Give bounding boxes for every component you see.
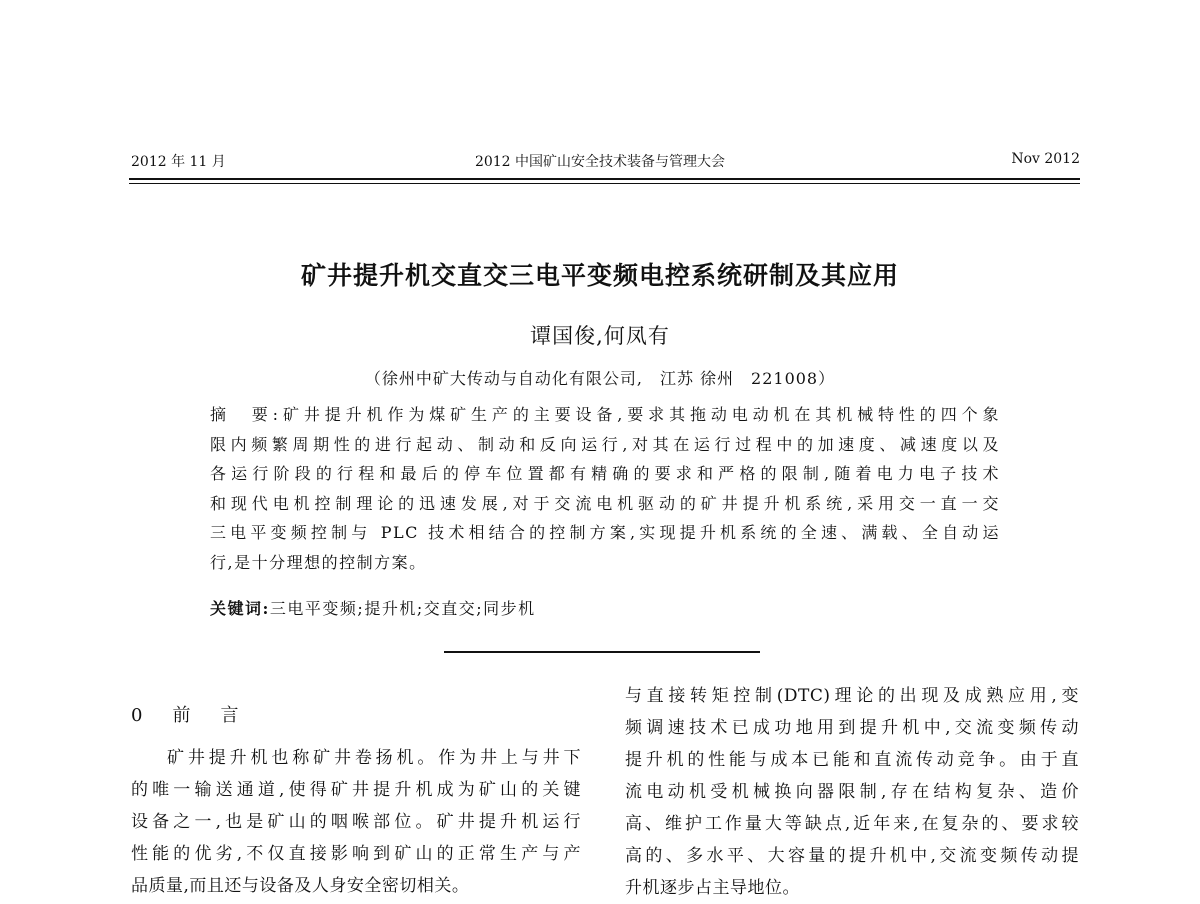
abstract-line: 行,是十分理想的控制方案。 xyxy=(210,552,427,572)
body-right-column xyxy=(625,680,1079,904)
keywords-text: 三电平变频;提升机;交直交;同步机 xyxy=(269,599,536,618)
abstract-line: 各运行阶段的行程和最后的停车位置都有精确的要求和严格的限制,随着电力电子技术 xyxy=(210,464,1000,483)
section-number: 0 xyxy=(131,705,143,726)
body-line: 设备之一,也是矿山的咽喉部位。矿井提升机运行 xyxy=(131,812,581,832)
body-line: 高的、多水平、大容量的提升机中,交流变频传动提 xyxy=(625,846,1079,866)
header-date-cn: 2012 年 11 月 xyxy=(131,154,226,170)
body-line: 矿井提升机也称矿井卷扬机。作为井上与井下 xyxy=(167,748,581,768)
body-line: 品质量,而且还与设备及人身安全密切相关。 xyxy=(131,876,470,896)
body-line: 的唯一输送通道,使得矿井提升机成为矿山的关键 xyxy=(131,780,581,800)
header-date-en: Nov 2012 xyxy=(1011,151,1080,167)
header-rule-thick xyxy=(129,178,1080,180)
abstract xyxy=(210,400,1000,577)
paper-title: 矿井提升机交直交三电平变频电控系统研制及其应用 xyxy=(300,261,899,290)
abstract-line: 限内频繁周期性的进行起动、制动和反向运行,对其在运行过程中的加速度、减速度以及 xyxy=(210,434,1000,454)
body-line: 高、维护工作量大等缺点,近年来,在复杂的、要求较 xyxy=(625,814,1079,834)
abstract-line: 三电平变频控制与 PLC 技术相结合的控制方案,实现提升机系统的全速、满载、全自动运 xyxy=(210,523,1000,542)
section-separator xyxy=(444,651,760,653)
section-heading xyxy=(131,701,238,727)
body-line: 与直接转矩控制(DTC)理论的出现及成熟应用,变 xyxy=(625,686,1079,706)
header-conference-title: 2012 中国矿山安全技术装备与管理大会 xyxy=(474,154,726,170)
keywords-label: 关键词: xyxy=(210,599,270,618)
body-line: 频调速技术已成功地用到提升机中,交流变频传动 xyxy=(625,718,1079,738)
paper-affiliation: （徐州中矿大传动与自动化有限公司, 江苏 徐州 221008） xyxy=(364,369,836,388)
section-title-part2: 言 xyxy=(220,705,239,726)
abstract-line: 和现代电机控制理论的迅速发展,对于交流电机驱动的矿井提升机系统,采用交一直一交 xyxy=(210,493,1000,513)
header-rule-thin xyxy=(129,183,1080,184)
keywords xyxy=(210,596,536,619)
body-line: 升机逐步占主导地位。 xyxy=(625,878,800,898)
section-title-part1: 前 xyxy=(172,705,191,726)
body-line: 流电动机受机械换向器限制,存在结构复杂、造价 xyxy=(625,782,1079,802)
body-left-column xyxy=(131,742,581,902)
paper-authors: 谭国俊,何凤有 xyxy=(530,324,670,348)
abstract-line: 摘 要:矿井提升机作为煤矿生产的主要设备,要求其拖动电动机在其机械特性的四个象 xyxy=(210,405,1000,424)
body-line: 提升机的性能与成本已能和直流传动竞争。由于直 xyxy=(625,750,1079,770)
body-line: 性能的优劣,不仅直接影响到矿山的正常生产与产 xyxy=(131,844,581,864)
